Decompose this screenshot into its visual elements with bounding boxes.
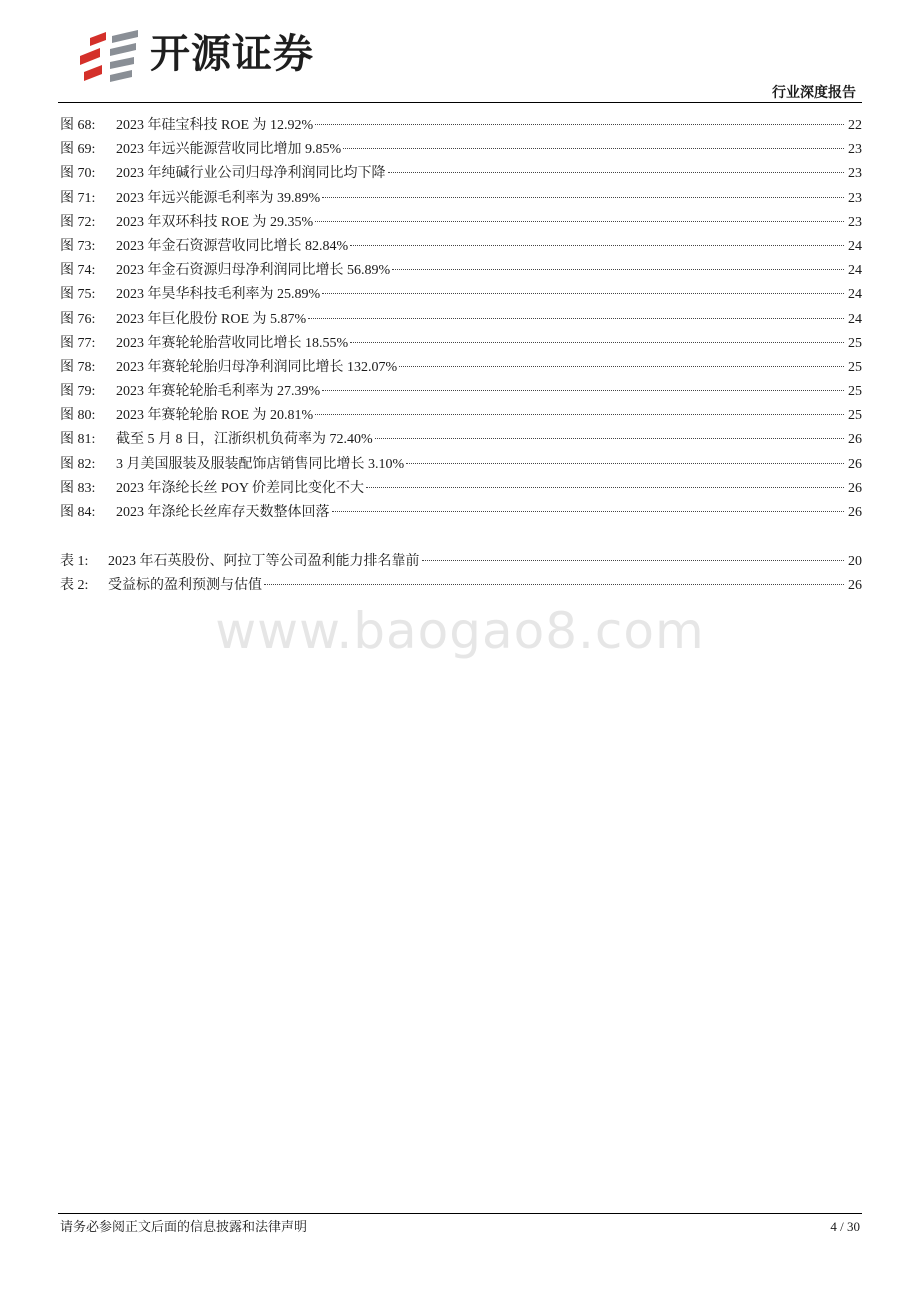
toc-entry-page: 25 bbox=[848, 335, 862, 351]
toc-entry-title: 受益标的盈利预测与估值 bbox=[108, 578, 262, 594]
toc-leader-dots bbox=[315, 221, 844, 222]
toc-entry-label: 图 83: bbox=[60, 480, 96, 496]
toc-entry-page: 24 bbox=[848, 311, 862, 327]
footer-disclaimer: 请务必参阅正文后面的信息披露和法律声明 bbox=[60, 1219, 308, 1234]
toc-leader-dots bbox=[322, 390, 844, 391]
toc-entry-label: 图 68: bbox=[60, 118, 96, 133]
toc-entry-title: 截至 5 月 8 日，江浙织机负荷率为 72.40% bbox=[116, 432, 373, 448]
toc-entry-label: 图 69: bbox=[60, 142, 96, 158]
toc-entry-title: 2023 年金石资源归母净利润同比增长 56.89% bbox=[116, 263, 391, 279]
toc-entry-title: 2023 年硅宝科技 ROE 为 12.92% bbox=[116, 118, 314, 133]
toc-leader-dots bbox=[315, 124, 844, 125]
toc-figure-row[interactable] bbox=[60, 356, 862, 380]
toc-entry-title: 2023 年涤纶长丝库存天数整体回落 bbox=[116, 505, 330, 520]
toc-entry-label: 图 75: bbox=[60, 287, 96, 303]
toc-leader-dots bbox=[322, 197, 844, 198]
page-header bbox=[0, 0, 920, 104]
toc-figure-row[interactable] bbox=[60, 501, 862, 525]
toc-figure-row[interactable] bbox=[60, 235, 862, 259]
toc-figure-row[interactable] bbox=[60, 138, 862, 162]
toc-entry-page: 26 bbox=[848, 432, 862, 448]
toc-leader-dots bbox=[315, 414, 844, 415]
toc-figure-row[interactable] bbox=[60, 187, 862, 211]
toc-leader-dots bbox=[350, 342, 844, 343]
toc-figure-row[interactable] bbox=[60, 114, 862, 138]
toc-entry-title: 3 月美国服装及服装配饰店销售同比增长 3.10% bbox=[116, 456, 405, 472]
toc-entry-label: 图 71: bbox=[60, 190, 96, 206]
toc-entry-title: 2023 年赛轮轮胎毛利率为 27.39% bbox=[116, 384, 321, 400]
toc-entry-label: 图 79: bbox=[60, 384, 96, 400]
toc-figure-row[interactable] bbox=[60, 453, 862, 477]
figure-list bbox=[60, 114, 862, 525]
toc-entry-page: 26 bbox=[848, 505, 862, 520]
toc-leader-dots bbox=[399, 366, 844, 367]
toc-entry-page: 23 bbox=[848, 166, 862, 182]
toc-entry-title: 2023 年赛轮轮胎 ROE 为 20.81% bbox=[116, 408, 314, 424]
toc-entry-page: 25 bbox=[848, 359, 862, 375]
toc-entry-page: 24 bbox=[848, 238, 862, 254]
toc-leader-dots bbox=[366, 487, 844, 488]
toc-entry-label: 表 2: bbox=[60, 578, 89, 594]
company-name: 开源证券 bbox=[150, 31, 314, 77]
toc-leader-dots bbox=[375, 438, 844, 439]
toc-entry-page: 26 bbox=[848, 480, 862, 496]
toc-leader-dots bbox=[388, 172, 845, 173]
table-list bbox=[60, 550, 862, 598]
toc-entry-page: 23 bbox=[848, 190, 862, 206]
toc-entry-label: 图 80: bbox=[60, 408, 96, 424]
toc-entry-title: 2023 年金石资源营收同比增长 82.84% bbox=[116, 238, 349, 254]
toc-figure-row[interactable] bbox=[60, 332, 862, 356]
toc-figure-row[interactable] bbox=[60, 308, 862, 332]
toc-entry-title: 2023 年双环科技 ROE 为 29.35% bbox=[116, 214, 314, 230]
toc-entry-title: 2023 年赛轮轮胎归母净利润同比增长 132.07% bbox=[116, 359, 398, 375]
toc-leader-dots bbox=[422, 560, 845, 561]
toc-leader-dots bbox=[392, 269, 844, 270]
toc-entry-label: 图 76: bbox=[60, 311, 96, 327]
toc-figure-row[interactable] bbox=[60, 380, 862, 404]
toc-leader-dots bbox=[332, 511, 845, 512]
toc-entry-label: 图 74: bbox=[60, 263, 96, 279]
toc-leader-dots bbox=[308, 318, 844, 319]
toc-leader-dots bbox=[343, 148, 844, 149]
toc-figure-row[interactable] bbox=[60, 162, 862, 186]
page-number: 4 / 30 bbox=[830, 1219, 860, 1234]
toc-entry-title: 2023 年昊华科技毛利率为 25.89% bbox=[116, 287, 321, 303]
toc-entry-label: 图 81: bbox=[60, 432, 96, 448]
toc-figure-row[interactable] bbox=[60, 283, 862, 307]
toc-entry-page: 25 bbox=[848, 408, 862, 424]
footer-divider bbox=[58, 1213, 862, 1214]
toc-figure-row[interactable] bbox=[60, 404, 862, 428]
toc-leader-dots bbox=[264, 584, 844, 585]
report-type: 行业深度报告 bbox=[772, 85, 856, 101]
toc-entry-title: 2023 年赛轮轮胎营收同比增长 18.55% bbox=[116, 335, 349, 351]
toc-entry-title: 2023 年巨化股份 ROE 为 5.87% bbox=[116, 311, 307, 327]
toc-leader-dots bbox=[406, 463, 844, 464]
toc-figure-row[interactable] bbox=[60, 211, 862, 235]
header-divider bbox=[58, 102, 862, 103]
toc-entry-page: 26 bbox=[848, 456, 862, 472]
toc-entry-title: 2023 年远兴能源营收同比增加 9.85% bbox=[116, 142, 342, 158]
toc-entry-label: 图 78: bbox=[60, 359, 96, 375]
toc-entry-title: 2023 年纯碱行业公司归母净利润同比均下降 bbox=[116, 166, 386, 182]
toc-figure-row[interactable] bbox=[60, 259, 862, 283]
watermark: www.baogao8.com bbox=[215, 602, 705, 660]
toc-entry-label: 图 82: bbox=[60, 456, 96, 472]
toc-entry-label: 图 73: bbox=[60, 238, 96, 254]
kaiyuan-logo-icon bbox=[76, 30, 140, 82]
toc-table-row[interactable] bbox=[60, 574, 862, 598]
toc-figure-row[interactable] bbox=[60, 477, 862, 501]
toc-entry-page: 24 bbox=[848, 287, 862, 303]
toc-entry-page: 23 bbox=[848, 142, 862, 158]
toc-entry-page: 20 bbox=[848, 554, 862, 569]
toc-entry-page: 23 bbox=[848, 214, 862, 230]
toc-entry-page: 24 bbox=[848, 263, 862, 279]
toc-entry-title: 2023 年石英股份、阿拉丁等公司盈利能力排名靠前 bbox=[108, 554, 420, 569]
toc-entry-label: 图 70: bbox=[60, 166, 96, 182]
toc-entry-label: 图 77: bbox=[60, 335, 96, 351]
toc-entry-title: 2023 年远兴能源毛利率为 39.89% bbox=[116, 190, 321, 206]
toc-entry-label: 图 84: bbox=[60, 505, 96, 520]
toc-table-row[interactable] bbox=[60, 550, 862, 574]
toc-entry-label: 表 1: bbox=[60, 554, 89, 569]
toc-leader-dots bbox=[322, 293, 844, 294]
toc-entry-page: 22 bbox=[848, 118, 862, 133]
toc-entry-label: 图 72: bbox=[60, 214, 96, 230]
toc-entry-title: 2023 年涤纶长丝 POY 价差同比变化不大 bbox=[116, 480, 364, 496]
toc-entry-page: 25 bbox=[848, 384, 862, 400]
toc-leader-dots bbox=[350, 245, 844, 246]
toc-figure-row[interactable] bbox=[60, 428, 862, 452]
toc-entry-page: 26 bbox=[848, 578, 862, 594]
